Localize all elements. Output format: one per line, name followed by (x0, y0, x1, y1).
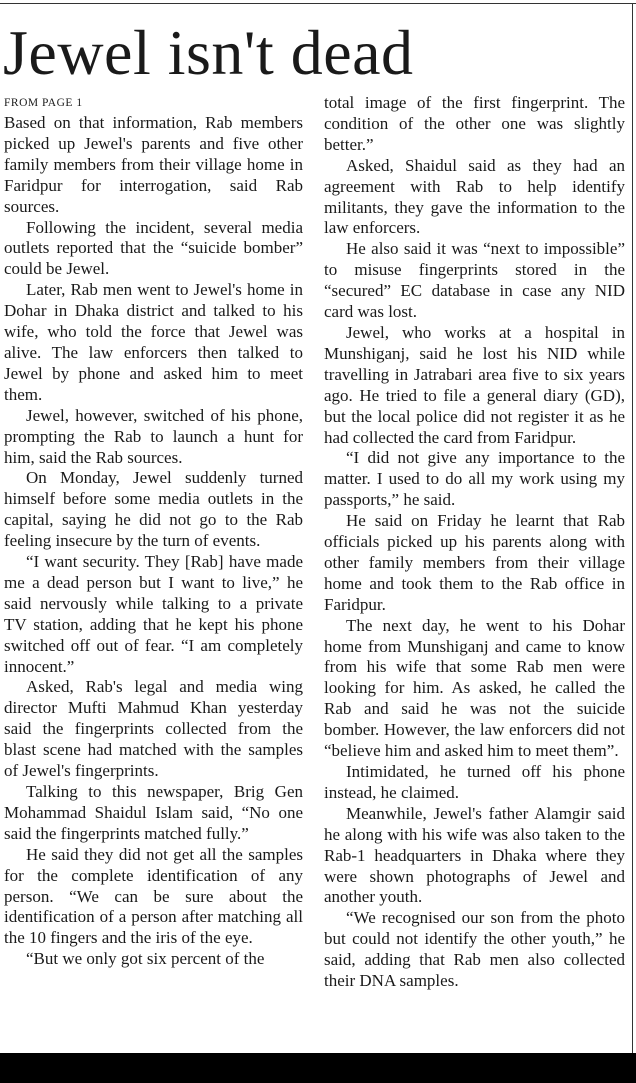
paragraph: Based on that information, Rab members picked up Jewel's parents and five other family members from their village home in Faridpur for interrogation, said Rab sources. (4, 113, 303, 216)
paragraph: total image of the first fingerprint. The condition of the other one was slightly better.” (324, 93, 625, 154)
paragraph: Intimidated, he turned off his phone instead, he claimed. (324, 762, 625, 802)
paragraph: Jewel, however, switched of his phone, prompting the Rab to launch a hunt for him, said the Rab sources. (4, 405, 303, 467)
paragraph: Meanwhile, Jewel's father Alamgir said he along with his wife was also taken to the Rab-1 headquarters in Dhaka where they were shown photographs of Jewel and another youth. (324, 803, 625, 907)
paragraph: Asked, Rab's legal and media wing director Mufti Mahmud Khan yesterday said the fingerprints collected from the blast scene had matched with the samples of Jewel's fingerprints. (4, 677, 303, 781)
paragraph: “I did not give any importance to the matter. I used to do all my work using my passports,” he said. (324, 448, 625, 510)
paragraph: Jewel, who works at a hospital in Munshiganj, said he lost his NID while travelling in Jatrabari area five to six years ago. He tried to file a general diary (GD), but the local police did not register it as he had collected the card from Faridpur. (324, 322, 625, 447)
paragraph: “But we only got six percent of the (26, 949, 265, 969)
paragraph: On Monday, Jewel suddenly turned himself before some media outlets in the capital, saying he did not go to the Rab feeling insecure by the turn of events. (4, 468, 303, 551)
paragraph: He said they did not get all the samples for the complete identification of any person. “We can be sure about the identification of a person after matching all the 10 fingers and the iris of the eye. (4, 844, 303, 948)
top-border-rule (0, 3, 636, 4)
paragraph: The next day, he went to his Dohar home from Munshiganj and came to know from his wife that some Rab men were looking for him. As asked, he called the Rab and said he was not the suicide bomber. However, the law enforcers did not “believe him and asked him to meet them”. (324, 615, 625, 761)
paragraph: “We recognised our son from the photo but could not identify the other youth,” he said, adding that Rab men also collected their DNA samples. (324, 908, 625, 991)
paragraph: Following the incident, several media outlets reported that the “suicide bomber” could be Jewel. (4, 217, 303, 279)
headline: Jewel isn't dead (3, 17, 414, 88)
paragraph: He said on Friday he learnt that Rab officials picked up his parents along with other family members from their village home and took them to the Rab office in Faridpur. (324, 511, 625, 614)
right-column (324, 93, 625, 992)
right-border-rule (632, 3, 633, 1053)
paragraph: “I want security. They [Rab] have made me a dead person but I want to live,” he said nervously while talking to a private TV station, adding that he kept his phone switched off out of fear. “I am completely innocent.” (4, 552, 303, 676)
continuation-kicker: FROM PAGE 1 (4, 97, 83, 109)
paragraph: Talking to this newspaper, Brig Gen Mohammad Shaidul Islam said, “No one said the fingerprints matched fully.” (4, 782, 303, 843)
paragraph: Asked, Shaidul said as they had an agreement with Rab to help identify militants, they gave the information to the law enforcers. (324, 155, 625, 238)
left-column (4, 93, 303, 970)
bottom-black-bar (0, 1053, 636, 1083)
paragraph: Later, Rab men went to Jewel's home in Dohar in Dhaka district and talked to his wife, who told the force that Jewel was alive. The law enforcers then talked to Jewel by phone and asked him to meet them. (4, 280, 303, 404)
paragraph: He also said it was “next to impossible” to misuse fingerprints stored in the “secured” EC database in case any NID card was lost. (324, 239, 625, 322)
